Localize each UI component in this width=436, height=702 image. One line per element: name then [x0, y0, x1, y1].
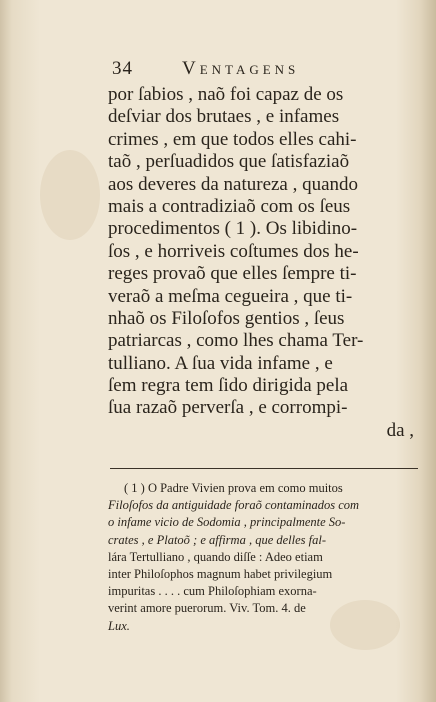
text-line: aos deveres da natureza , quando	[108, 173, 359, 195]
footnote-line: ( 1 ) O Padre Vivien prova em como muitos	[124, 481, 343, 495]
text-line: tulliano. A ſua vida infame , e	[108, 352, 333, 374]
footnote-line: lára Tertulliano , quando diſſe : Adeo etiam	[108, 549, 323, 564]
text-line: taõ , perſuadidos que ſatisfaziaõ	[108, 151, 350, 173]
footnote-line: impuritas . . . . cum Philoſophiam exorna-	[108, 584, 317, 599]
text-line: por ſabios , naõ foi capaz de os	[108, 84, 344, 105]
text-line: deſviar dos brutaes , e infames	[108, 106, 340, 128]
text-line: ſos , e horriveis coſtumes dos he-	[108, 240, 359, 262]
main-text	[108, 84, 420, 442]
text-line: ſua razaõ perverſa , e corrompi-	[108, 397, 348, 419]
footnote-divider	[110, 468, 418, 469]
text-line: mais a contradiziaõ com os ſeus	[108, 195, 351, 217]
footnote-line: Lux.	[108, 618, 130, 633]
page-number: 34	[112, 58, 133, 79]
page-header	[112, 58, 412, 84]
text-line: nhaõ os Filoſofos gentios , ſeus	[108, 307, 345, 329]
footnote-line: Filoſofos da antiguidade foraõ contaminados com	[108, 498, 360, 513]
footnote-line: crates , e Platoõ ; e affirma , que delles fal-	[108, 532, 327, 547]
footnote	[108, 480, 420, 635]
text-line: da ,	[386, 419, 414, 441]
text-line: crimes , em que todos elles cahi-	[108, 128, 357, 150]
text-line: ſem regra tem ſido dirigida pela	[108, 375, 349, 397]
running-title: Ventagens	[182, 58, 300, 79]
text-line: procedimentos ( 1 ). Os libidino-	[108, 218, 358, 240]
text-line: patriarcas , como lhes chama Ter-	[108, 330, 364, 352]
text-line: veraõ a meſma cegueira , que ti-	[108, 285, 353, 307]
footnote-line: verint amore puerorum. Viv. Tom. 4. de	[108, 601, 306, 616]
footnote-line: o infame vicio de Sodomia , principalmente So-	[108, 515, 346, 530]
footnote-line: inter Philoſophos magnum habet privilegium	[108, 566, 333, 581]
text-line: reges provaõ que elles ſempre ti-	[108, 263, 357, 285]
